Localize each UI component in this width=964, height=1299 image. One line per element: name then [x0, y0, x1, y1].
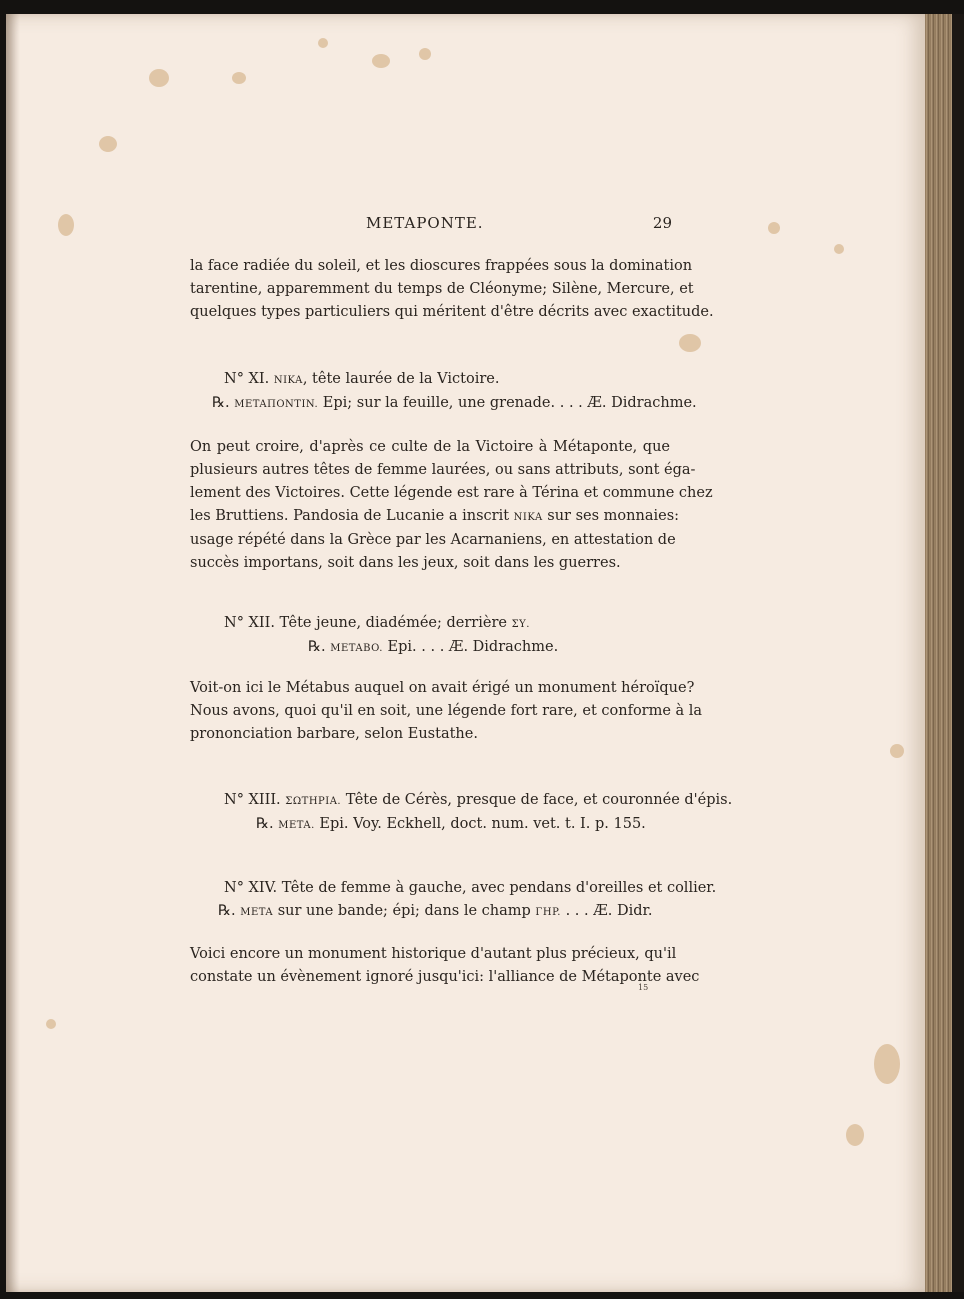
foxing-spot [846, 1124, 864, 1146]
text-fragment: les Bruttiens. Pandosia de Lucanie a inscrit [190, 508, 510, 524]
coin-obverse [190, 368, 670, 392]
text-line: quelques types particuliers qui méritent d'être décrits avec exactitude. [190, 304, 714, 320]
foxing-spot [419, 48, 431, 60]
text-line: succès importans, soit dans les jeux, soit dans les guerres. [190, 555, 621, 571]
foxing-spot [318, 38, 328, 48]
reverse-mark: ℞. [218, 903, 236, 919]
coin-legend: ΣΥ. [511, 619, 530, 630]
coin-legend: NIKA [513, 512, 543, 523]
coin-description: Epi. Voy. Eckhell, doct. num. vet. t. I. p. 155. [319, 816, 646, 832]
coin-description: Tête de femme à gauche, avec pendans d'oreilles et collier. [281, 880, 717, 896]
paragraph-alliance [190, 943, 700, 989]
foxing-spot [149, 69, 169, 87]
coin-description: Tête de Cérès, presque de face, et couronnée d'épis. [345, 792, 733, 808]
coin-description: Epi; sur la feuille, une grenade. . . . Æ. Didrachme. [322, 395, 697, 411]
foxing-spot [890, 744, 904, 758]
coin-number: N° XI. [224, 371, 270, 387]
text-line: constate un évènement ignoré jusqu'ici: l'alliance de Métaponte avec [190, 969, 700, 985]
book-page-edges [920, 14, 964, 1292]
foxing-spot [232, 72, 246, 84]
coin-reverse [190, 392, 697, 416]
foxing-spot [372, 54, 390, 68]
coin-legend: METAΠONTIN. [234, 399, 319, 410]
coin-description: Epi. . . . Æ. Didrachme. [387, 639, 559, 655]
text-line: la face radiée du soleil, et les dioscures frappées sous la domination [190, 258, 693, 274]
coin-reverse [190, 900, 670, 924]
coin-legend: ΓHP. [535, 907, 561, 918]
signature-mark: 15 [638, 983, 649, 992]
foxing-spot [99, 136, 117, 152]
coin-number: N° XIII. [224, 792, 281, 808]
reverse-mark: ℞. [256, 816, 274, 832]
coin-entry-xiii [190, 789, 733, 837]
foxing-spot [874, 1044, 900, 1084]
coin-entry-xi [190, 368, 697, 416]
text-line: plusieurs autres têtes de femme laurées, ou sans attributs, sont éga- [190, 462, 696, 478]
text-line: lement des Victoires. Cette légende est rare à Térina et commune chez [190, 485, 713, 501]
text-line: Voici encore un monument historique d'autant plus précieux, qu'il [190, 946, 677, 962]
page-title: METAPONTE. [366, 214, 484, 232]
foxing-spot [58, 214, 74, 236]
coin-description: sur une bande; épi; dans le champ [277, 903, 531, 919]
foxing-spot [834, 244, 844, 254]
coin-obverse [190, 612, 670, 636]
reverse-mark: ℞. [212, 395, 230, 411]
coin-description: Tête jeune, diadémée; derrière [279, 615, 507, 631]
text-line: Nous avons, quoi qu'il en soit, une légende fort rare, et conforme à la [190, 703, 703, 719]
coin-entry-xiv [190, 877, 717, 924]
coin-reverse [190, 813, 670, 837]
foxing-spot [46, 1019, 56, 1029]
foxing-spot [768, 222, 780, 234]
coin-reverse [190, 636, 670, 660]
coin-legend: META [240, 907, 274, 918]
page-gutter-shadow [6, 14, 20, 1292]
foxing-spot [679, 334, 701, 352]
coin-entry-xii [190, 612, 670, 660]
text-line [190, 505, 680, 529]
text-line: tarentine, apparemment du temps de Cléonyme; Silène, Mercure, et [190, 281, 694, 297]
paragraph-victory [190, 436, 713, 575]
paragraph-metabus [190, 677, 703, 746]
coin-obverse [190, 877, 717, 900]
coin-number: N° XII. [224, 615, 275, 631]
text-line: On peut croire, d'après ce culte de la Victoire à Métaponte, que [190, 439, 670, 455]
text-line: prononciation barbare, selon Eustathe. [190, 726, 478, 742]
coin-obverse [190, 789, 733, 813]
coin-description: . . . Æ. Didr. [565, 903, 653, 919]
coin-legend: META. [278, 820, 315, 831]
text-line: Voit-on ici le Métabus auquel on avait érigé un monument héroïque? [190, 680, 695, 696]
coin-legend: NIKA [273, 375, 303, 386]
text-line: usage répété dans la Grèce par les Acarnaniens, en attestation de [190, 532, 676, 548]
coin-legend: METABO. [330, 643, 383, 654]
text-fragment: sur ses monnaies: [547, 508, 680, 524]
coin-description: , tête laurée de la Victoire. [302, 371, 500, 387]
coin-legend: ΣΩTHPIA. [285, 796, 342, 807]
reverse-mark: ℞. [308, 639, 326, 655]
paragraph-opening [190, 255, 714, 324]
coin-number: N° XIV. [224, 880, 278, 896]
running-header [190, 214, 672, 236]
page-number: 29 [652, 214, 672, 232]
